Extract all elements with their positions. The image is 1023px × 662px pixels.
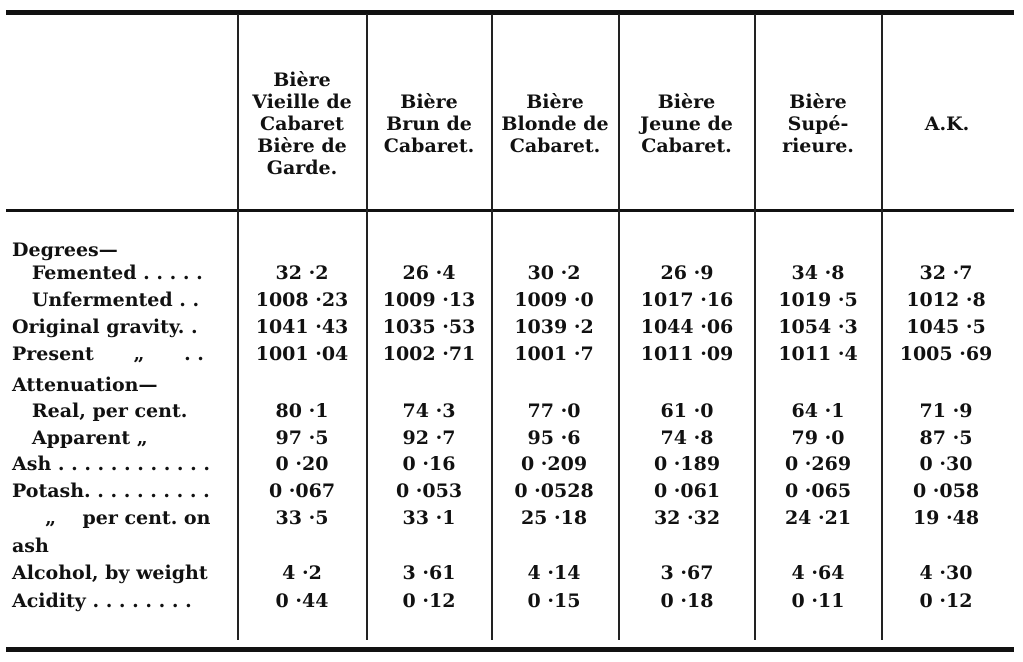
table-cell: 32 ·32	[653, 507, 721, 529]
table-cell: 80 ·1	[275, 400, 329, 422]
table-cell: 1041 ·43	[255, 316, 349, 338]
table-cell: 1012 ·8	[906, 289, 986, 311]
row-label: Unfermented . .	[12, 289, 200, 311]
table-cell: 1039 ·2	[514, 316, 594, 338]
table-cell: 1054 ·3	[778, 316, 858, 338]
table-cell: 0 ·061	[653, 480, 721, 502]
table-cell: 4 ·14	[527, 562, 581, 584]
table-header-rule	[6, 209, 1014, 212]
table-cell: 61 ·0	[660, 400, 714, 422]
table-cell: 0 ·067	[268, 480, 336, 502]
column-header-jeune: Bière Jeune de Cabaret.	[640, 91, 733, 157]
table-cell: 24 ·21	[784, 507, 852, 529]
table-cell: 0 ·30	[919, 453, 973, 475]
table-cell: 0 ·18	[660, 590, 714, 612]
table-cell: 0 ·12	[919, 590, 973, 612]
table-cell: 1045 ·5	[906, 316, 986, 338]
table-cell: 4 ·2	[282, 562, 322, 584]
column-header-ak: A.K.	[924, 113, 970, 135]
table-cell: 1001 ·04	[255, 343, 349, 365]
table-cell: 0 ·20	[275, 453, 329, 475]
table-cell: 79 ·0	[791, 427, 845, 449]
row-label: Degrees—	[12, 239, 118, 261]
table-cell: 1035 ·53	[382, 316, 476, 338]
table-cell: 1011 ·09	[640, 343, 734, 365]
table-cell: 95 ·6	[527, 427, 581, 449]
table-bottom-rule	[6, 647, 1014, 652]
table-cell: 0 ·058	[912, 480, 980, 502]
table-cell: 0 ·11	[791, 590, 845, 612]
column-header-vieille: Bière Vieille de Cabaret Bière de Garde.	[252, 69, 352, 179]
table-cell: 0 ·189	[653, 453, 721, 475]
table-cell: 74 ·8	[660, 427, 714, 449]
table-cell: 1005 ·69	[899, 343, 993, 365]
table-cell: 34 ·8	[791, 262, 845, 284]
table-cell: 92 ·7	[402, 427, 456, 449]
row-label: Original gravity. .	[12, 316, 198, 338]
row-label: Real, per cent.	[12, 400, 188, 422]
table-cell: 0 ·0528	[514, 480, 594, 502]
table-cell: 26 ·9	[660, 262, 714, 284]
table-cell: 4 ·30	[919, 562, 973, 584]
row-label: Alcohol, by weight	[12, 562, 208, 584]
table-cell: 19 ·48	[912, 507, 980, 529]
row-label: ash	[12, 535, 49, 557]
row-label: Ash . . . . . . . . . . . .	[12, 453, 211, 475]
table-cell: 0 ·15	[527, 590, 581, 612]
table-top-rule	[6, 10, 1014, 15]
table-cell: 1044 ·06	[640, 316, 734, 338]
table-cell: 1002 ·71	[382, 343, 476, 365]
column-header-superieure: Bière Supé- rieure.	[782, 91, 854, 157]
table-cell: 1008 ·23	[255, 289, 349, 311]
table-cell: 97 ·5	[275, 427, 329, 449]
table-cell: 0 ·12	[402, 590, 456, 612]
row-label: Acidity . . . . . . . .	[12, 590, 192, 612]
table-cell: 33 ·5	[275, 507, 329, 529]
table-cell: 77 ·0	[527, 400, 581, 422]
table-cell: 1001 ·7	[514, 343, 594, 365]
row-label: Femented . . . . .	[12, 262, 203, 284]
table-cell: 3 ·67	[660, 562, 714, 584]
row-label: Potash. . . . . . . . . .	[12, 480, 210, 502]
table-cell: 71 ·9	[919, 400, 973, 422]
table-cell: 1009 ·13	[382, 289, 476, 311]
row-label: Apparent „	[12, 427, 148, 449]
table-cell: 1009 ·0	[514, 289, 594, 311]
table-cell: 74 ·3	[402, 400, 456, 422]
table-cell: 0 ·209	[520, 453, 588, 475]
table-cell: 0 ·44	[275, 590, 329, 612]
row-label: Present „ . .	[12, 343, 204, 365]
table-cell: 1019 ·5	[778, 289, 858, 311]
table-cell: 32 ·2	[275, 262, 329, 284]
table-cell: 25 ·18	[520, 507, 588, 529]
table-cell: 64 ·1	[791, 400, 845, 422]
table-cell: 1017 ·16	[640, 289, 734, 311]
table-cell: 0 ·053	[395, 480, 463, 502]
row-label: „ per cent. on	[12, 507, 211, 529]
table-cell: 0 ·269	[784, 453, 852, 475]
table-cell: 30 ·2	[527, 262, 581, 284]
column-header-brun: Bière Brun de Cabaret.	[383, 91, 475, 157]
table-cell: 3 ·61	[402, 562, 456, 584]
table-cell: 87 ·5	[919, 427, 973, 449]
table-cell: 0 ·16	[402, 453, 456, 475]
table-cell: 26 ·4	[402, 262, 456, 284]
table-cell: 1011 ·4	[778, 343, 858, 365]
table-cell: 32 ·7	[919, 262, 973, 284]
table-cell: 4 ·64	[791, 562, 845, 584]
table-cell: 33 ·1	[402, 507, 456, 529]
row-label: Attenuation—	[12, 374, 158, 396]
column-header-blonde: Bière Blonde de Cabaret.	[501, 91, 609, 157]
table-cell: 0 ·065	[784, 480, 852, 502]
